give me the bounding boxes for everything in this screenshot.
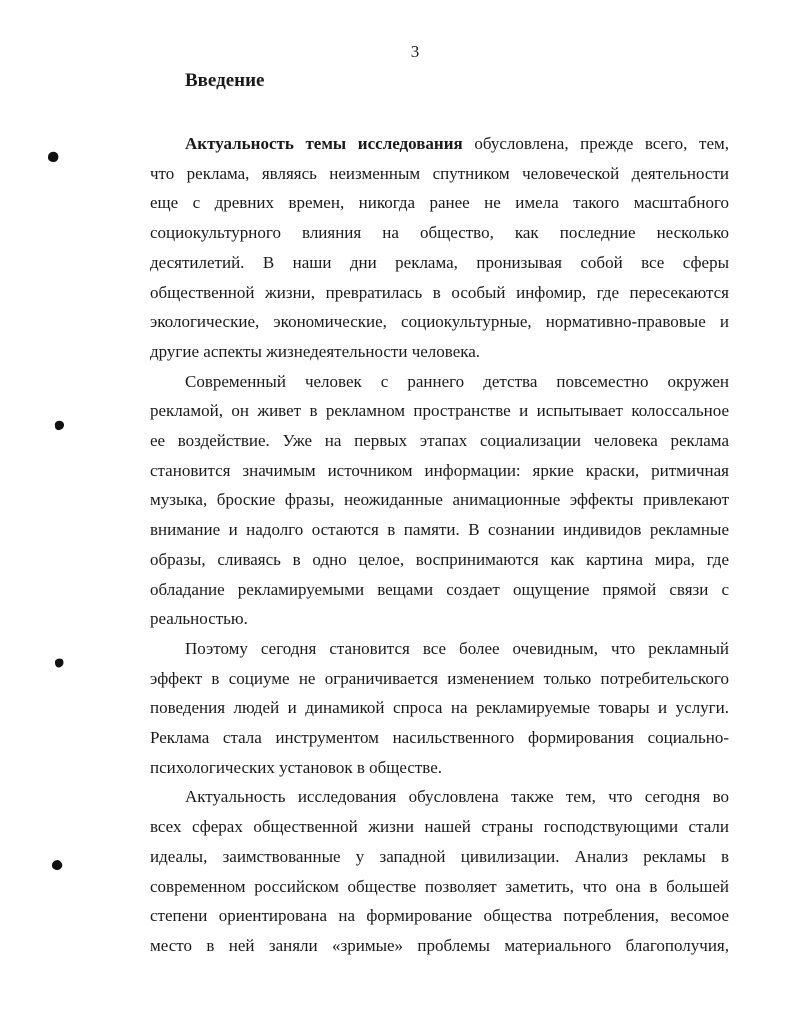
bold-lead: Актуальность темы исследования bbox=[185, 134, 463, 153]
text-line: образы, сливаясь в одно целое, воспринимаются как картина мира, где bbox=[150, 549, 729, 569]
text-line: экологические, экономические, социокультурные, нормативно-правовые и bbox=[150, 312, 729, 332]
text-line: другие аспекты жизнедеятельности человека. bbox=[150, 341, 481, 361]
text-line: всех сферах общественной жизни нашей страны господствующими стали bbox=[150, 817, 729, 837]
text-line: современном российском обществе позволяет заметить, что она в большей bbox=[150, 876, 729, 896]
text-line: рекламой, он живет в рекламном пространстве и испытывает колоссальное bbox=[150, 401, 729, 421]
text-line: степени ориентирована на формирование общества потребления, весомое bbox=[150, 906, 729, 926]
text-line: внимание и надолго остаются в памяти. В сознании индивидов рекламные bbox=[150, 520, 729, 540]
document-body bbox=[150, 129, 729, 961]
paragraph-western-ideals bbox=[150, 782, 729, 960]
text-line: Реклама стала инструментом насильственного формирования социально- bbox=[150, 728, 729, 748]
text-line: музыка, броские фразы, неожиданные анимационные эффекты привлекают bbox=[150, 490, 729, 510]
text-line: Актуальность темы исследования обусловлена, прежде всего, тем, bbox=[185, 134, 729, 153]
text-line: Современный человек с раннего детства повсеместно окружен bbox=[185, 371, 729, 391]
text-line: идеалы, заимствованные у западной цивилизации. Анализ рекламы в bbox=[150, 846, 729, 866]
section-heading: Введение bbox=[185, 70, 265, 91]
text-line: эффект в социуме не ограничивается изменением только потребительского bbox=[150, 668, 729, 688]
paragraph-advertising-effect bbox=[150, 634, 729, 783]
text-line: поведения людей и динамикой спроса на рекламируемые товары и услуги. bbox=[150, 698, 729, 718]
text-line: обладание рекламируемыми вещами создает ощущение прямой связи с bbox=[150, 579, 729, 599]
text-line: место в ней заняли «зримые» проблемы материального благополучия, bbox=[150, 935, 729, 955]
text-line: общественной жизни, превратилась в особый инфомир, где пересекаются bbox=[150, 282, 729, 302]
binder-hole-mark bbox=[46, 150, 60, 164]
page-number: 3 bbox=[410, 42, 420, 61]
text-line: психологических установок в обществе. bbox=[150, 757, 443, 777]
text-line: ее воздействие. Уже на первых этапах социализации человека реклама bbox=[150, 431, 729, 451]
paragraph-modern-person bbox=[150, 367, 729, 634]
paragraph-relevance bbox=[150, 129, 729, 367]
text-line: становится значимым источником информации: яркие краски, ритмичная bbox=[150, 460, 729, 480]
text-line: реальностью. bbox=[150, 609, 248, 629]
text-line: что реклама, являясь неизменным спутником человеческой деятельности bbox=[150, 163, 729, 183]
text-line: десятилетий. В наши дни реклама, пронизывая собой все сферы bbox=[150, 252, 729, 272]
text-line: Поэтому сегодня становится все более очевидным, что рекламный bbox=[185, 638, 729, 658]
text-line: Актуальность исследования обусловлена также тем, что сегодня во bbox=[185, 787, 729, 807]
text-line: еще с древних времен, никогда ранее не имела такого масштабного bbox=[150, 193, 729, 213]
binder-hole-mark bbox=[50, 858, 64, 872]
text-line: социокультурного влияния на общество, как последние несколько bbox=[150, 223, 729, 243]
binder-hole-mark bbox=[52, 418, 66, 432]
binder-hole-mark bbox=[52, 656, 66, 670]
